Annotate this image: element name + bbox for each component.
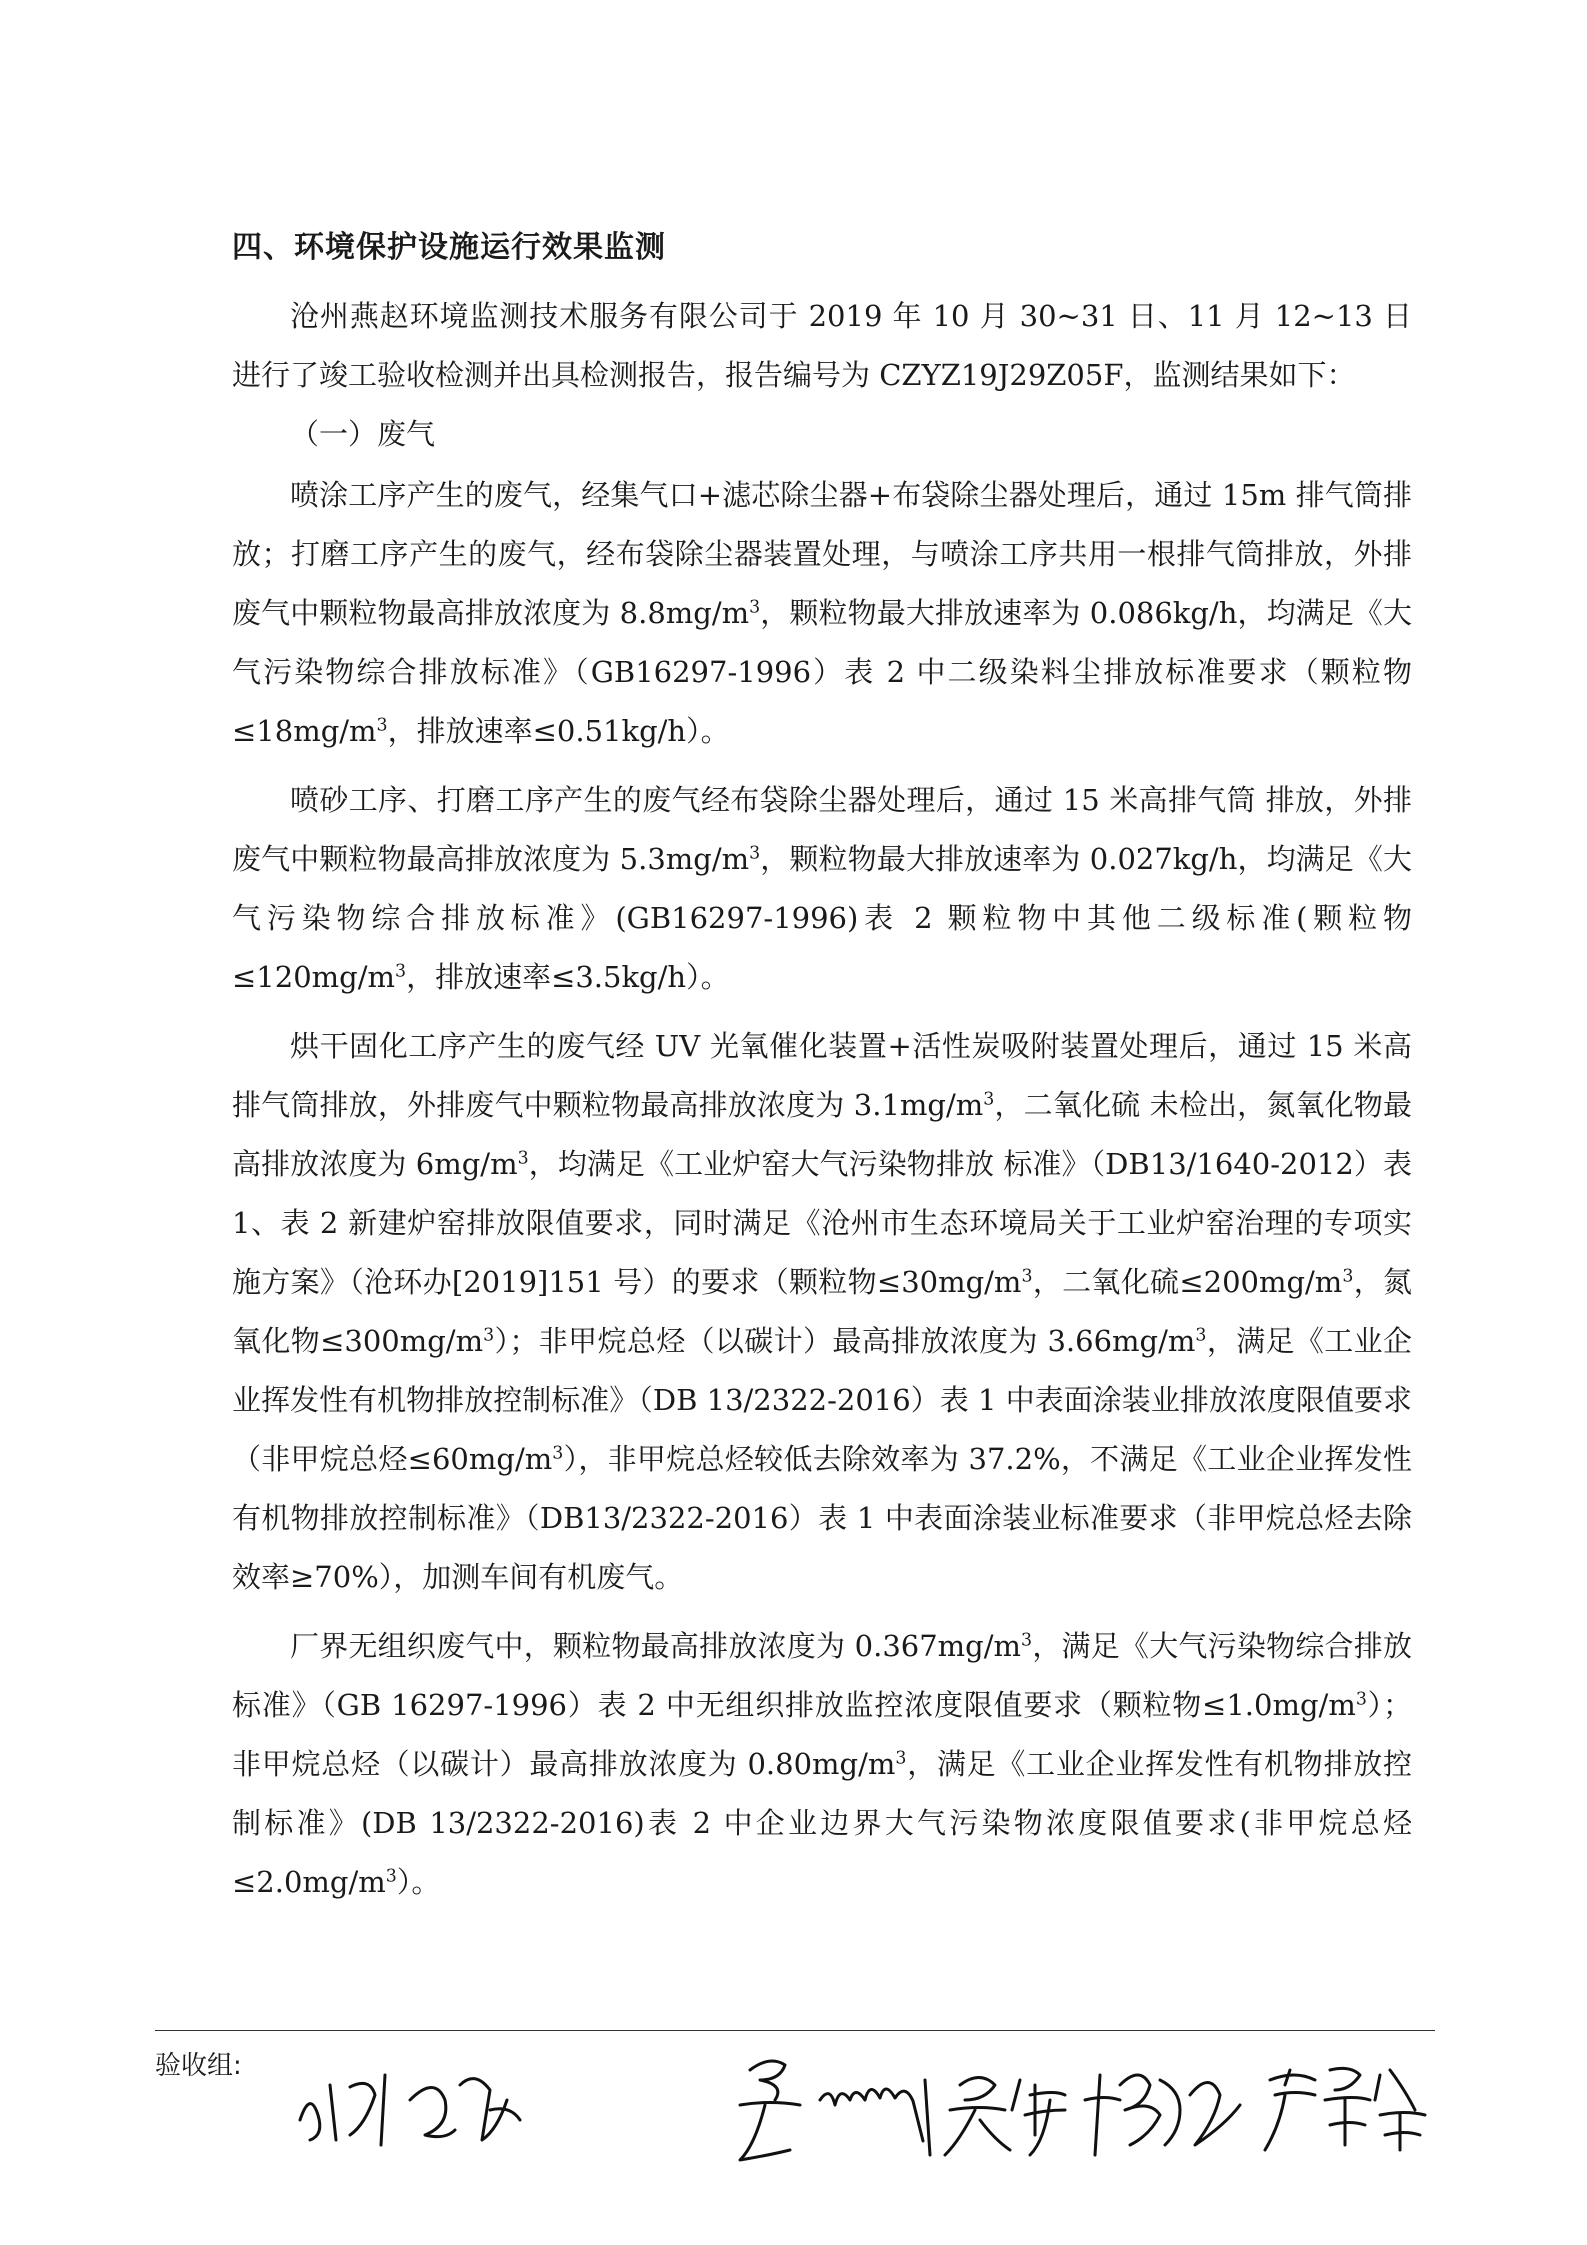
text-segment: ，满足《大气污染物综合排放标准》（GB 16297-1996）表 2 中无组织排放监控浓度限值要求（颗粒物≤1.0mg/m <box>232 1629 1412 1722</box>
paragraph-fugitive <box>232 1617 1412 1912</box>
text-segment: 喷砂工序、打磨工序产生的废气经布袋除尘器处理后，通过 15 米高排气筒 排放，外排废气中颗粒物最高排放浓度为 5.3mg/m <box>232 783 1412 876</box>
acceptance-group-label: 验收组: <box>155 2051 242 2081</box>
superscript: 3 <box>895 1748 907 1769</box>
text-segment: ，均满足《工业炉窑大气污染物排放 标准》（DB13/1640-2012）表 1、表 2 新建炉窑排放限值要求，同时满足《沧州市生态环境局关于工业炉窑治理的专项实施方案》（沧环办[2019]151 号）的要求（颗粒物≤30mg/m <box>232 1147 1412 1299</box>
text-segment: ，排放速率≤3.5kg/h）。 <box>406 960 730 994</box>
text-segment: ）。 <box>396 1865 441 1899</box>
superscript: 3 <box>483 1325 495 1346</box>
text-segment: ，二氧化硫 未检出，氮氧化物最高排放浓度为 6mg/m <box>232 1088 1412 1181</box>
signature-3 <box>945 2078 1065 2156</box>
body-text <box>232 220 1412 1912</box>
superscript: 3 <box>983 1089 995 1110</box>
text-segment: ，排放速率≤0.51kg/h）。 <box>387 714 730 748</box>
superscript: 3 <box>749 843 761 864</box>
text-segment: ，满足《工业企业挥发性有机物排放控制标准》（DB 13/2322-2016）表 1 中表面涂装业排放浓度限值要求（非甲烷总烃≤60mg/m <box>232 1324 1413 1476</box>
superscript: 3 <box>1195 1325 1207 1346</box>
text-segment: ，颗粒物最大排放速率为 0.027kg/h，均满足《大气污染物综合排放标准》(GB16297-1996)表 2 颗粒物中其他二级标准(颗粒物≤120mg/m <box>232 842 1412 994</box>
text-segment: 厂界无组织废气中，颗粒物最高排放浓度为 0.367mg/m <box>290 1629 1022 1663</box>
intro-paragraph: 沧州燕赵环境监测技术服务有限公司于 2019 年 10 月 30~31 日、11 月 12~13 日进行了竣工验收检测并出具检测报告，报告编号为 CZYZ19J29Z05F，监测结果如下： <box>232 299 1412 392</box>
handwritten-signatures <box>260 2025 1460 2165</box>
text-segment: ，满足《工业企业挥发性有机物排放控制标准》(DB 13/2322-2016)表 2 中企业边界大气污染物浓度限值要求(非甲烷总烃≤2.0mg/m <box>232 1747 1412 1899</box>
text-segment: 烘干固化工序产生的废气经 UV 光氧催化装置+活性炭吸附装置处理后，通过 15 米高排气筒排放，外排废气中颗粒物最高排放浓度为 3.1mg/m <box>232 1029 1412 1122</box>
section-heading: 四、环境保护设施运行效果监测 <box>232 230 666 265</box>
text-segment: ，二氧化硫≤200mg/m <box>1032 1265 1343 1299</box>
signature-5 <box>1265 2068 1425 2150</box>
superscript: 3 <box>385 1866 397 1887</box>
text-segment: ）；非甲烷总烃（以碳计）最高排放浓度为 0.80mg/m <box>232 1688 1412 1781</box>
superscript: 3 <box>1355 1689 1367 1710</box>
superscript: 3 <box>1021 1266 1033 1287</box>
signature-1 <box>300 2075 520 2145</box>
subsection-heading: （一）废气 <box>290 417 436 451</box>
signature-image <box>260 2025 1460 2165</box>
superscript: 3 <box>1342 1266 1354 1287</box>
signature-2 <box>740 2061 930 2160</box>
superscript: 3 <box>376 715 388 736</box>
text-segment: ，氮氧化物≤300mg/m <box>232 1265 1412 1358</box>
superscript: 3 <box>394 961 407 982</box>
signature-4 <box>1085 2075 1240 2155</box>
superscript: 3 <box>1021 1630 1033 1651</box>
text-segment: 喷涂工序产生的废气，经集气口+滤芯除尘器+布袋除尘器处理后，通过 15m 排气筒排放；打磨工序产生的废气，经布袋除尘器装置处理，与喷涂工序共用一根排气筒排放，外排废气中颗粒物最高排放浓度为 8.8mg/m <box>232 478 1412 630</box>
superscript: 3 <box>749 597 761 618</box>
superscript: 3 <box>552 1443 564 1464</box>
superscript: 3 <box>517 1148 529 1169</box>
text-segment: ，颗粒物最大排放速率为 0.086kg/h，均满足《大气污染物综合排放标准》（GB16297-1996）表 2 中二级染料尘排放标准要求（颗粒物≤18mg/m <box>232 596 1412 748</box>
paragraph-spray <box>232 466 1412 761</box>
paragraph-drying <box>232 1017 1412 1607</box>
text-segment: ）；非甲烷总烃（以碳计）最高排放浓度为 3.66mg/m <box>494 1324 1196 1358</box>
paragraph-sandblast <box>232 771 1412 1007</box>
text-segment: ），非甲烷总烃较低去除效率为 37.2%，不满足《工业企业挥发性有机物排放控制标准》（DB13/2322-2016）表 1 中表面涂装业标准要求（非甲烷总烃去除效率≥70%），加测车间有机废气。 <box>232 1442 1412 1594</box>
